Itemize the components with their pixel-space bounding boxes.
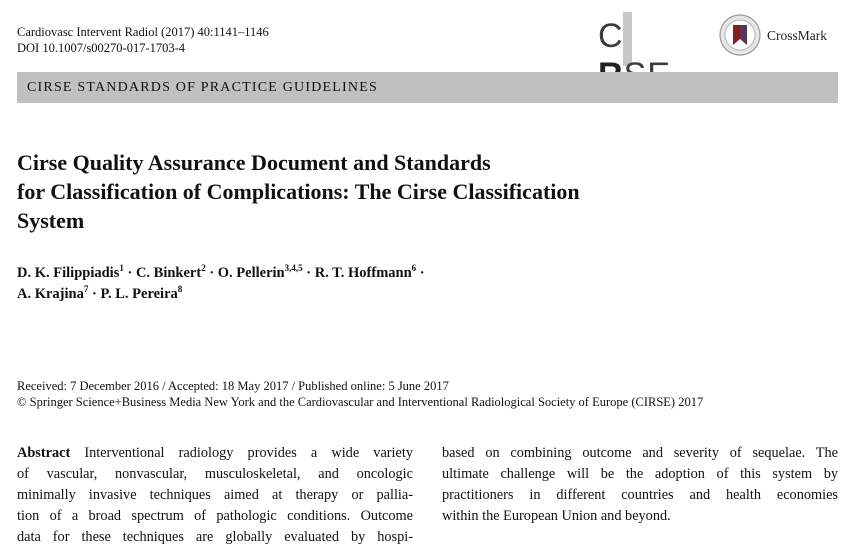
abstract-label: Abstract bbox=[17, 445, 71, 461]
author-separator: · bbox=[127, 265, 133, 281]
date-history: Received: 7 December 2016 / Accepted: 18 May 2017 / Published online: 5 June 2017 bbox=[17, 379, 449, 393]
crossmark-icon bbox=[719, 14, 761, 56]
journal-reference: Cardiovasc Intervent Radiol (2017) 40:1141–1146 bbox=[17, 25, 269, 39]
abstract-line: based on combining outcome and severity of sequelae. The bbox=[442, 445, 838, 461]
author-name[interactable]: R. T. Hoffmann bbox=[314, 265, 412, 281]
article-title bbox=[17, 148, 777, 235]
title-line-3: System bbox=[17, 208, 85, 233]
article-meta bbox=[17, 24, 269, 56]
category-banner bbox=[17, 72, 838, 103]
copyright-notice: © Springer Science+Business Media New York and the Cardiovascular and Interventional Radiological Society of Europe (CIRSE) 2017 bbox=[17, 395, 704, 409]
author-affiliation: 1 bbox=[119, 263, 124, 273]
author-separator: · bbox=[91, 286, 97, 302]
abstract-column-left bbox=[17, 443, 413, 548]
abstract-line: minimally invasive techniques aimed at therapy or pallia- bbox=[17, 487, 413, 503]
abstract-line: tion of a broad spectrum of pathologic conditions. Outcome bbox=[17, 508, 413, 524]
author-list bbox=[17, 263, 617, 305]
abstract-line: of vascular, nonvascular, musculoskeletal, and oncologic bbox=[17, 466, 413, 482]
author-separator: · bbox=[419, 265, 425, 281]
abstract-line: practitioners in different countries and health economies bbox=[442, 487, 838, 503]
abstract-line: Abstract Interventional radiology provides a wide variety bbox=[17, 445, 413, 461]
abstract-line: data for these techniques are globally evaluated by hospi- bbox=[17, 529, 413, 545]
author-separator: · bbox=[306, 265, 312, 281]
title-line-2: for Classification of Complications: The Cirse Classification bbox=[17, 179, 580, 204]
author-affiliation: 7 bbox=[83, 284, 89, 294]
author-affiliation: 8 bbox=[177, 284, 183, 294]
abstract-line: ultimate challenge will be the adoption of this system by bbox=[442, 466, 838, 482]
author-name[interactable]: A. Krajina bbox=[17, 286, 84, 302]
crossmark-badge[interactable] bbox=[719, 14, 849, 58]
title-line-1: Cirse Quality Assurance Document and Standards bbox=[17, 150, 491, 175]
doi-link[interactable]: DOI 10.1007/s00270-017-1703-4 bbox=[17, 41, 186, 55]
cirse-logo bbox=[598, 12, 698, 68]
author-name[interactable]: C. Binkert bbox=[135, 265, 202, 281]
crossmark-label: CrossMark bbox=[767, 28, 827, 43]
category-banner-text: CIRSE STANDARDS OF PRACTICE GUIDELINES bbox=[27, 80, 378, 95]
author-affiliation: 2 bbox=[201, 263, 206, 273]
author-affiliation: 3,4,5 bbox=[284, 263, 303, 273]
publication-history bbox=[17, 378, 703, 410]
author-name[interactable]: P. L. Pereira bbox=[100, 286, 178, 302]
author-affiliation: 6 bbox=[411, 263, 417, 273]
author-name[interactable]: D. K. Filippiadis bbox=[17, 265, 120, 281]
author-separator: · bbox=[209, 265, 215, 281]
cirse-logo-letters: C bbox=[598, 17, 624, 55]
abstract-line: within the European Union and beyond. bbox=[442, 508, 671, 524]
author-name[interactable]: O. Pellerin bbox=[217, 265, 285, 281]
abstract-column-right bbox=[442, 443, 838, 527]
